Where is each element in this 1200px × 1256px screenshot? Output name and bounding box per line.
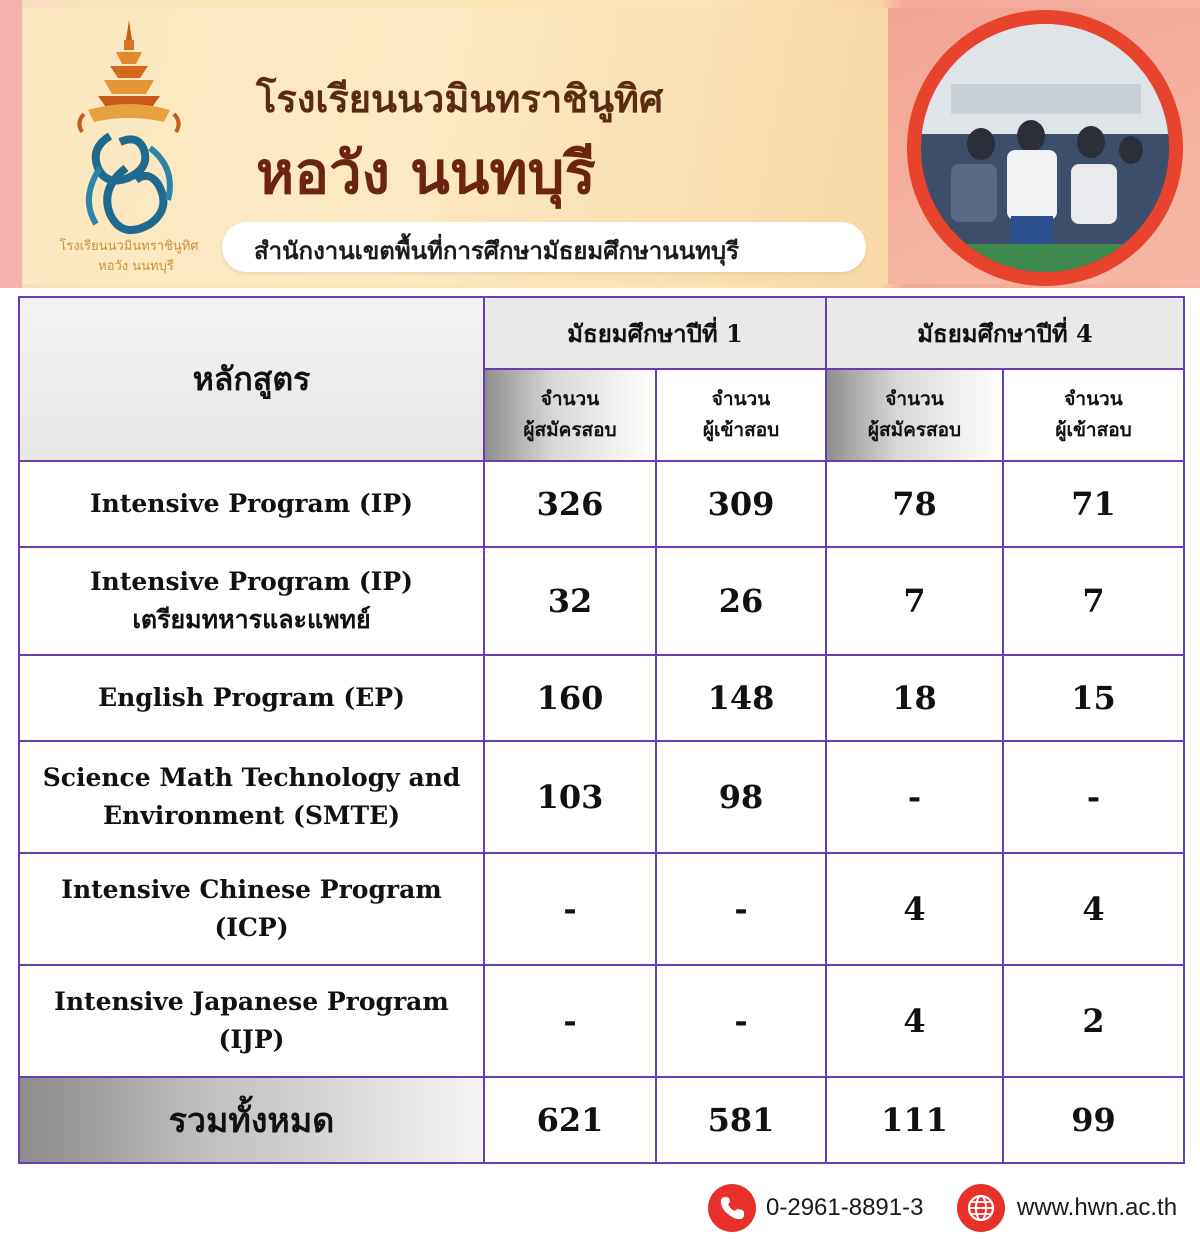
phone-number: 0-2961-8891-3 — [766, 1194, 924, 1221]
program-cell — [19, 741, 484, 853]
value-cell: - — [826, 741, 1003, 853]
subheader-m1-applicants — [484, 369, 656, 461]
program-line: Intensive Japanese Program — [54, 987, 449, 1016]
value-cell: - — [656, 965, 826, 1077]
program-line: Intensive Chinese Program — [61, 875, 442, 904]
value-cell: 4 — [826, 853, 1003, 965]
website-link[interactable]: www.hwn.ac.th — [1017, 1194, 1178, 1221]
value-cell: 309 — [656, 461, 826, 547]
total-value-cell: 99 — [1003, 1077, 1184, 1163]
table-row — [19, 853, 1184, 965]
results-table — [18, 296, 1185, 1164]
subheader-line: ผู้เข้าสอบ — [1055, 419, 1132, 441]
table-row — [19, 547, 1184, 655]
banner-left-strip — [0, 0, 22, 288]
program-line: English Program (EP) — [98, 683, 405, 712]
value-cell: 7 — [826, 547, 1003, 655]
subheader-m4-takers — [1003, 369, 1184, 461]
value-cell: 98 — [656, 741, 826, 853]
students-photo-illustration — [921, 24, 1169, 272]
program-line: Environment (SMTE) — [102, 801, 401, 830]
value-cell: 15 — [1003, 655, 1184, 741]
level-header-m4: มัธยมศึกษาปีที่ 4 — [826, 297, 1184, 369]
program-line: (ICP) — [214, 913, 289, 942]
level-header-m1: มัธยมศึกษาปีที่ 1 — [484, 297, 826, 369]
results-table-wrap — [18, 296, 1183, 1164]
program-cell — [19, 461, 484, 547]
table-header-row — [19, 297, 1184, 369]
table-row — [19, 461, 1184, 547]
value-cell: 148 — [656, 655, 826, 741]
school-name: โรงเรียนนวมินทราชินูทิศ — [256, 77, 664, 121]
subheader-line: จำนวน — [1064, 388, 1123, 410]
phone-icon-glyph — [708, 1184, 756, 1232]
total-row — [19, 1077, 1184, 1163]
value-cell: 26 — [656, 547, 826, 655]
program-cell — [19, 655, 484, 741]
subheader-line: จำนวน — [540, 388, 600, 410]
globe-icon-glyph — [957, 1184, 1005, 1232]
logo-text-line1: โรงเรียนนวมินทราชินูทิศ — [59, 239, 199, 254]
phone-icon — [708, 1184, 756, 1232]
total-value-cell: 111 — [826, 1077, 1003, 1163]
table-row — [19, 741, 1184, 853]
value-cell: - — [484, 965, 656, 1077]
table-row — [19, 965, 1184, 1077]
total-value-cell: 621 — [484, 1077, 656, 1163]
value-cell: 326 — [484, 461, 656, 547]
subheader-line: ผู้เข้าสอบ — [702, 419, 780, 441]
value-cell: 71 — [1003, 461, 1184, 547]
value-cell: 4 — [826, 965, 1003, 1077]
value-cell: 103 — [484, 741, 656, 853]
school-location: หอวัง นนทบุรี — [256, 139, 596, 207]
office-text: สำนักงานเขตพื้นที่การศึกษามัธยมศึกษานนทบุรี — [254, 237, 740, 265]
subheader-line: จำนวน — [711, 388, 771, 410]
value-cell: - — [656, 853, 826, 965]
subheader-line: ผู้สมัครสอบ — [867, 419, 962, 441]
school-logo — [40, 18, 218, 280]
program-cell — [19, 965, 484, 1077]
students-photo — [921, 24, 1169, 272]
value-cell: - — [1003, 741, 1184, 853]
value-cell: 2 — [1003, 965, 1184, 1077]
logo-text-line2: หอวัง นนทบุรี — [98, 259, 174, 274]
program-cell — [19, 853, 484, 965]
value-cell: 4 — [1003, 853, 1184, 965]
program-line: Intensive Program (IP) — [89, 489, 413, 518]
value-cell: 18 — [826, 655, 1003, 741]
value-cell: - — [484, 853, 656, 965]
program-line: (IJP) — [218, 1025, 285, 1054]
subheader-line: จำนวน — [885, 388, 944, 410]
program-cell — [19, 547, 484, 655]
total-value-cell: 581 — [656, 1077, 826, 1163]
table-row — [19, 655, 1184, 741]
total-label: รวมทั้งหมด — [19, 1077, 484, 1163]
subheader-m1-takers — [656, 369, 826, 461]
globe-icon — [957, 1184, 1005, 1232]
subheader-line: ผู้สมัครสอบ — [523, 419, 617, 441]
program-line: Science Math Technology and — [42, 763, 461, 792]
program-line: เตรียมทหารและแพทย์ — [132, 605, 371, 634]
value-cell: 160 — [484, 655, 656, 741]
value-cell: 78 — [826, 461, 1003, 547]
header-banner — [0, 0, 1200, 288]
program-header: หลักสูตร — [19, 297, 484, 461]
value-cell: 32 — [484, 547, 656, 655]
value-cell: 7 — [1003, 547, 1184, 655]
program-line: Intensive Program (IP) — [89, 567, 413, 596]
subheader-m4-applicants — [826, 369, 1003, 461]
